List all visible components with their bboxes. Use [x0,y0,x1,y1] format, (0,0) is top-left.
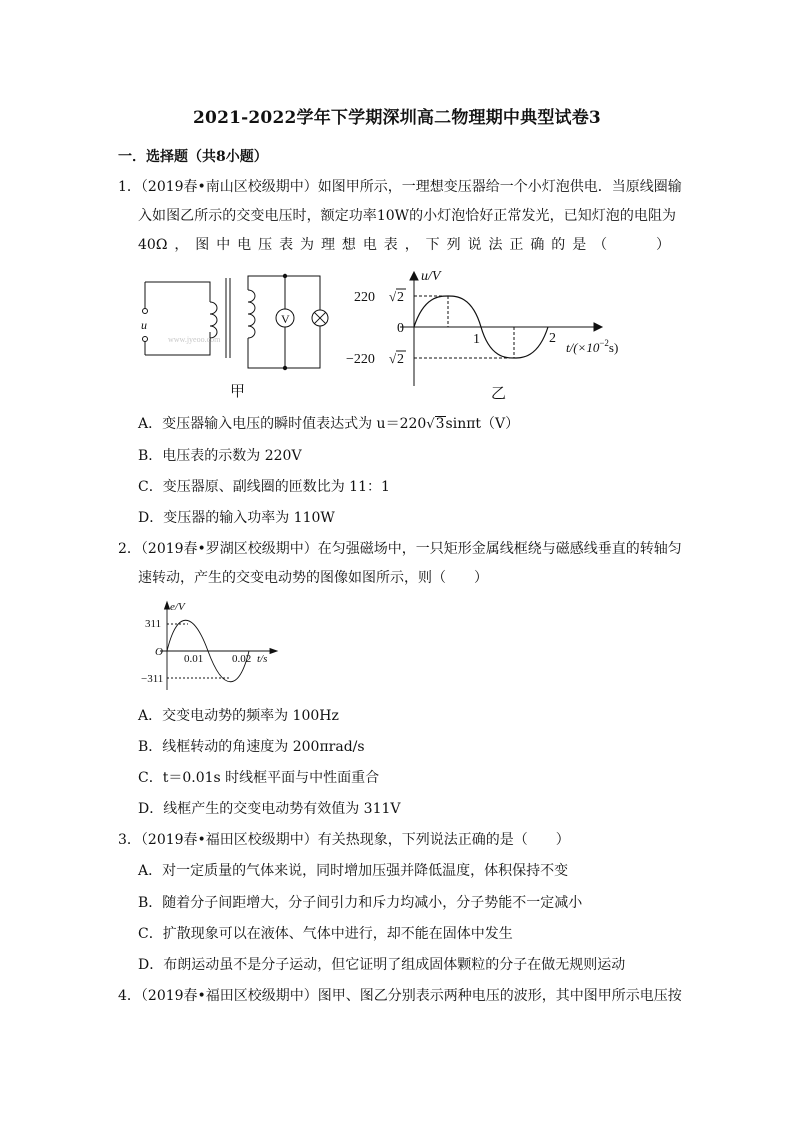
q1-option-b[interactable]: B．电压表的示数为 220V [138,448,302,464]
q2-x-axis-label: t/s [257,653,268,665]
q1-option-a-text: A．变压器输入电压的瞬时值表达式为 u＝220 [138,416,427,432]
q2-option-d[interactable]: D．线框产生的交变电动势有效值为 311V [138,801,401,817]
q2-tick-001: 0.01 [184,653,204,665]
x-axis-label-main: t/(×10 [566,340,600,355]
q3-stem-line1: 3．（2019春•福田区校级期中）有关热现象，下列说法正确的是（ ） [118,832,570,848]
fig-yi-label: 乙 [491,384,507,402]
x-tick-2: 2 [549,331,556,346]
y-min-sqrt-value: 2 [397,352,404,367]
q3-option-b[interactable]: B．随着分子间距增大，分子间引力和斥力均减小，分子势能不一定减小 [138,895,583,911]
y-max-label: 220 [354,290,375,305]
y-axis-label: u/V [421,269,441,284]
q2-emf-graph [140,600,285,695]
q1-stem-line1: 1．（2019春•南山区校级期中）如图甲所示，一理想变压器给一个小灯泡供电．当原线圈输 [118,179,682,195]
q1-stem-line2: 入如图乙所示的交变电压时，额定功率10W的小灯泡恰好正常发光，已知灯泡的电阻为 [138,208,676,224]
x-axis-unit: s) [608,340,619,355]
sqrt-symbol: √ [426,417,435,432]
q2-stem-line1: 2．（2019春•罗湖区校级期中）在匀强磁场中，一只矩形金属线框绕与磁感线垂直的转轴匀 [118,541,682,557]
q4-stem-line1: 4．（2019春•福田区校级期中）图甲、图乙分别表示两种电压的波形，其中图甲所示电压按 [118,988,682,1004]
y-min-label: −220 [346,352,375,367]
q2-option-c[interactable]: C．t＝0.01s 时线框平面与中性面重合 [138,770,380,786]
voltmeter-label: V [281,312,290,326]
q2-option-b[interactable]: B．线框转动的角速度为 200πrad/s [138,739,365,755]
q2-y-min-label: −311 [141,673,164,685]
q3-option-d[interactable]: D．布朗运动虽不是分子运动，但它证明了组成固体颗粒的分子在做无规则运动 [138,957,626,973]
q2-tick-002: 0.02 [232,653,252,665]
origin-label: 0 [397,321,404,336]
q3-option-c[interactable]: C．扩散现象可以在液体、气体中进行，却不能在固体中发生 [138,926,513,942]
q1-transformer-circuit [140,268,340,378]
x-axis-label [566,338,618,355]
q2-origin-label: O [155,646,163,658]
q1-voltage-graph [346,268,640,398]
sqrt-sign: √ [389,289,397,304]
page-title: 2021-2022学年下学期深圳高二物理期中典型试卷3 [193,108,601,128]
x-axis-exponent: −2 [599,338,609,348]
input-voltage-label: u [141,318,147,332]
q2-stem-line2: 速转动，产生的交变电动势的图像如图所示，则（ ） [138,570,488,586]
watermark: www.jyeoo.com [168,335,221,344]
q1-option-a-root: 3 [435,416,445,432]
y-max-sqrt-value: 2 [397,290,404,305]
fig-jia-label: 甲 [230,382,246,400]
q2-y-axis-label: e/V [170,601,185,613]
q1-option-d[interactable]: D．变压器的输入功率为 110W [138,510,335,526]
sqrt-sign-2: √ [389,351,397,366]
x-tick-1: 1 [473,332,480,347]
section-heading: 一．选择题（共8小题） [118,149,268,165]
q1-option-a[interactable] [138,414,519,435]
q3-option-a[interactable]: A．对一定质量的气体来说，同时增加压强并降低温度，体积保持不变 [138,863,569,879]
q1-option-c[interactable]: C．变压器原、副线圈的匝数比为 11：1 [138,479,390,495]
q2-y-max-label: 311 [145,618,162,630]
q1-stem-line3: 40Ω，图中电压表为理想电表，下列说法正确的是（ ） [138,237,670,253]
q1-option-a-tail: sinπt（V） [445,416,520,432]
q2-option-a[interactable]: A．交变电动势的频率为 100Hz [138,708,339,724]
